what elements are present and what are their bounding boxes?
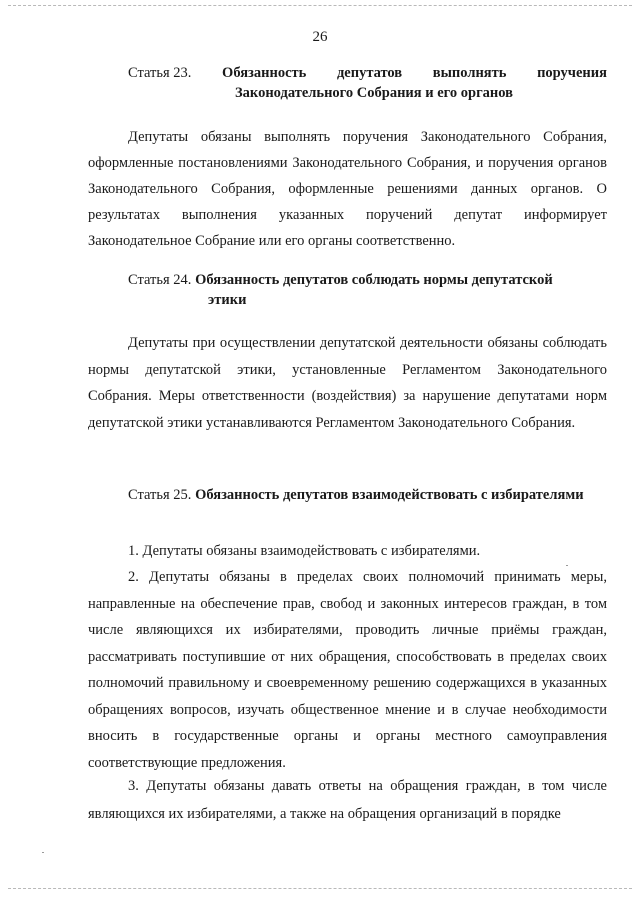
article-24-body: Депутаты при осуществлении депутатской деятельности обязаны соблюдать нормы депутатской этики, установленные Регламентом Законодательного Собрания. Меры ответственности (воздействия) за нарушение депутатами норм депутатской этики устанавливаются Регламентом Законодательного Собрания. xyxy=(88,335,607,431)
article-23-title-word: Обязанность xyxy=(222,65,307,81)
article-25-item-1: 1. Депутаты обязаны взаимодействовать с избирателями. xyxy=(128,543,481,559)
article-25-title: Обязанность депутатов взаимодействовать с избирателями xyxy=(195,487,584,503)
article-24-title-line2: этики xyxy=(208,292,247,308)
article-25-item-3: 3. Депутаты обязаны давать ответы на обращения граждан, в том числе являющихся их избирателями, а также на обращения организаций в порядке xyxy=(88,778,607,822)
article-24-title-line1: Обязанность депутатов соблюдать нормы депутатской xyxy=(195,272,553,288)
article-24-label: Статья 24. xyxy=(128,272,192,288)
article-23-title-word: выполнять xyxy=(432,65,507,81)
scan-speck xyxy=(566,565,568,566)
scan-edge-top xyxy=(8,5,632,6)
article-23-label: Статья 23. xyxy=(128,65,192,81)
article-24-heading xyxy=(128,270,607,310)
scan-edge-bottom xyxy=(8,888,632,889)
article-25-heading xyxy=(128,485,607,505)
page-number: 26 xyxy=(312,29,328,45)
article-25-item-2: 2. Депутаты обязаны в пределах своих полномочий принимать меры, направленные на обеспечение прав, свобод и законных интересов граждан, в том числе являющихся их избирателями, проводить личные приёмы граждан, рассматривать поступившие от них обращения, способствовать в пределах своих полномочий правильному и своевременному решению содержащихся в указанных обращениях вопросов, изучать общественное мнение и в случае необходимости вносить в государственные органы и органы местного самоуправления соответствующие предложения. xyxy=(88,569,607,771)
article-23-title-word: поручения xyxy=(537,65,607,81)
article-23-body: Депутаты обязаны выполнять поручения Законодательного Собрания, оформленные постановлениями Законодательного Собрания, и поручения органов Законодательного Собрания, оформленные решениями данных органов. О результатах выполнения указанных поручений депутат информирует Законодательное Собрание или его органы соответственно. xyxy=(88,129,607,249)
scan-speck xyxy=(42,852,44,853)
article-23-title-line2: Законодательного Собрания и его органов xyxy=(235,85,513,101)
article-23-title-word: депутатов xyxy=(336,65,403,81)
article-23-heading xyxy=(128,63,607,103)
article-25-label: Статья 25. xyxy=(128,487,192,503)
